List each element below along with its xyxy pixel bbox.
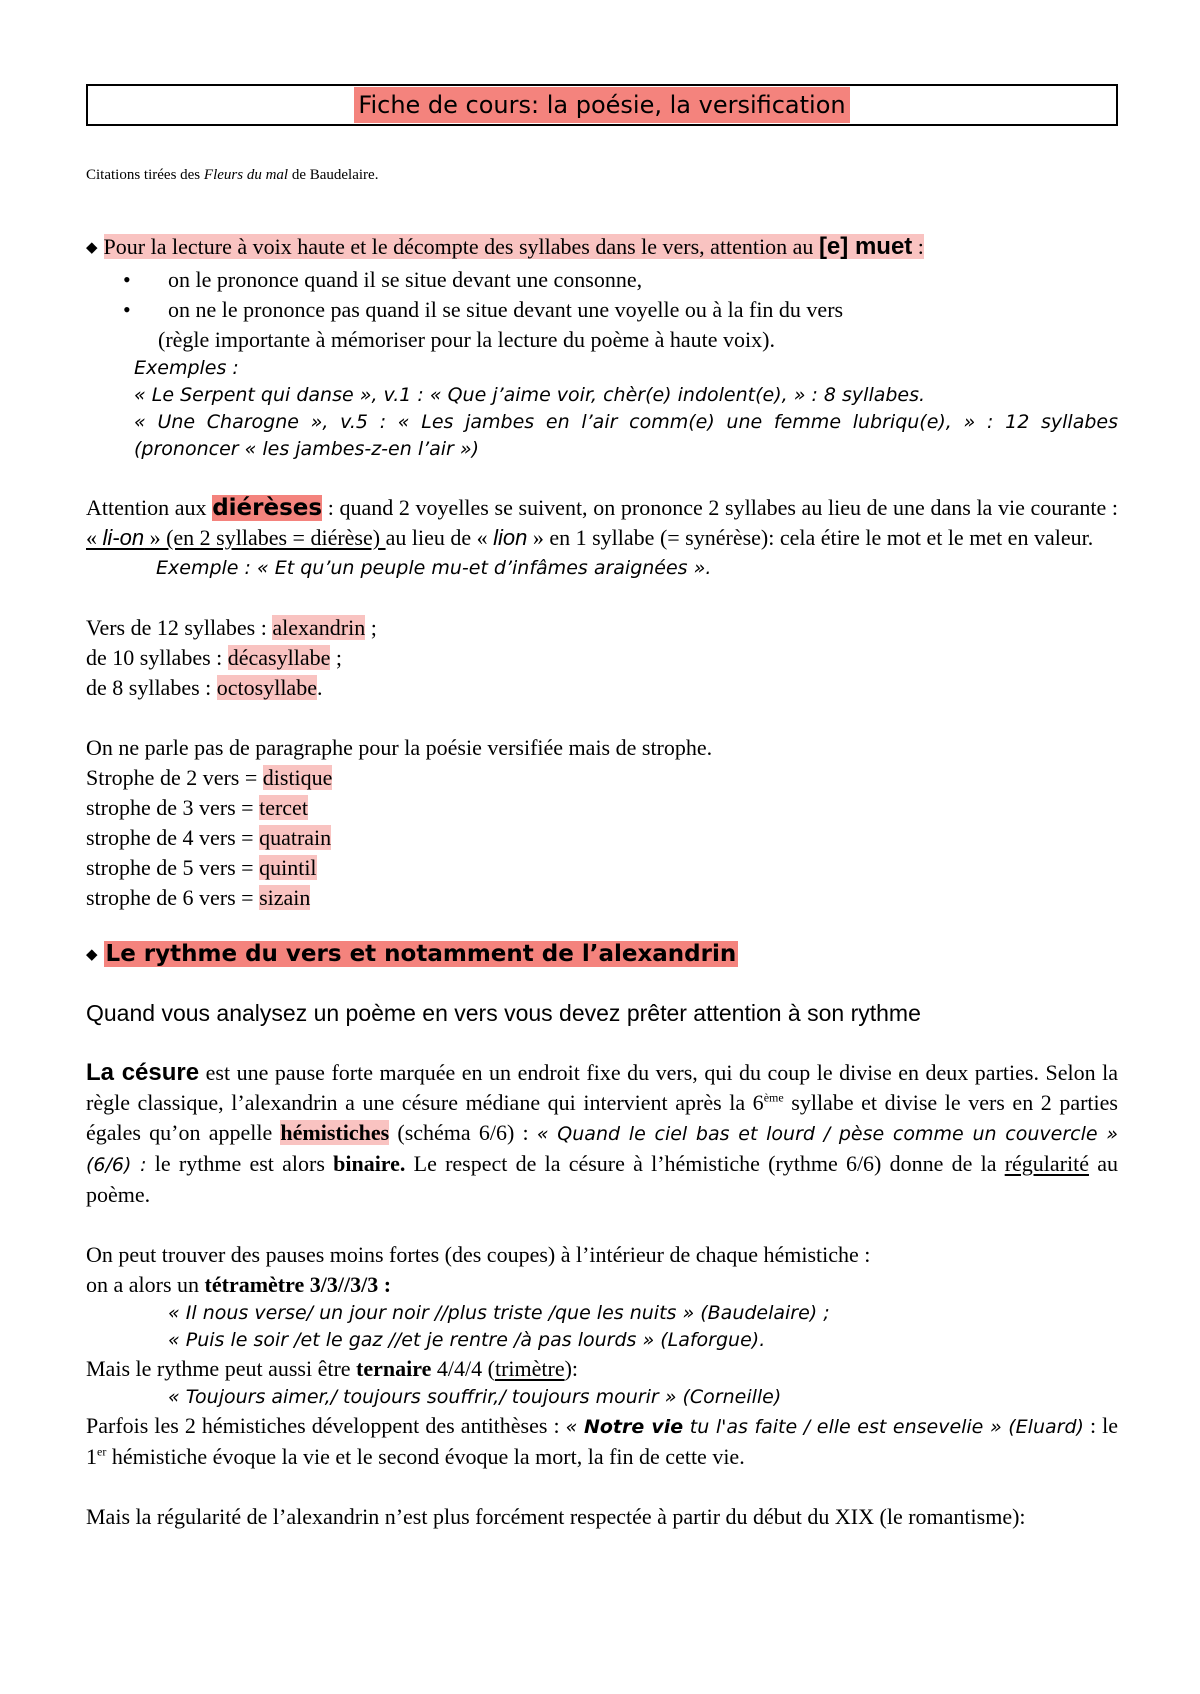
final-paragraph: Mais la régularité de l’alexandrin n’est plus forcément respectée à partir du début du XIX (le romantisme): (86, 1504, 1026, 1529)
example-line: « Une Charogne », v.5 : « Les jambes en l’air comm(e) une femme lubriqu(e), » : 12 syllabes (prononcer « les jambes-z-en l’air ») (134, 411, 1118, 460)
strophe-label: strophe de 3 vers = (86, 795, 260, 820)
cesure-example: « Quand le ciel bas et lourd / pèse comme un couvercle » (6/6) : (86, 1123, 1119, 1176)
list-item (86, 883, 1118, 913)
cesure-term: La césure (86, 1059, 200, 1086)
intro-citation (86, 160, 1118, 190)
dierese-example: Exemple : « Et qu’un peuple mu-et d’infâmes araignées ». (156, 557, 712, 579)
antitheses-sup: er (97, 1444, 107, 1459)
list-item-text: on le prononce quand il se situe devant une consonne, (168, 267, 643, 292)
intro-text-c: de Baudelaire. (288, 167, 379, 183)
antitheses-emphasis: Notre vie (583, 1416, 684, 1438)
list-item (86, 613, 1118, 643)
cesure-text-b: est une pause forte marquée en un endroit fixe du vers, qui du coup le divise en deux parties. Selon la règle classique, l’alexandrin a une césure médiane qui intervient après la 6 (86, 1060, 1118, 1115)
vers-term: octosyllabe (216, 675, 317, 700)
trimetre-term: trimètre (494, 1356, 565, 1381)
dierese-text-c: : quand 2 voyelles se suivent, on prononce 2 syllabes au lieu de une dans la vie courante : (322, 495, 1118, 520)
tetrametre-line (86, 1270, 1118, 1300)
regularite-term: régularité (1004, 1151, 1089, 1176)
examples-block (86, 355, 1118, 463)
dierese-underlined (86, 525, 386, 550)
coupes-text: on a alors un (86, 1272, 205, 1297)
example-line: « Puis le soir /et le gaz //et je rentre /à pas lourds » (Laforgue). (168, 1329, 766, 1351)
diamond-bullet-icon: ◆ (86, 947, 98, 963)
vers-list (86, 613, 1118, 703)
cesure-sup: ème (763, 1090, 784, 1105)
examples-label: Exemples : (134, 357, 239, 379)
antitheses-text: : le 1 (86, 1413, 1118, 1469)
dierese-text-i: » en 1 syllabe (= synérèse): cela étire le mot et le met en valeur. (527, 525, 1094, 550)
strophe-term: quatrain (259, 825, 332, 850)
tetrametre-examples (86, 1300, 1118, 1354)
dierese-term: diérèses (212, 495, 323, 521)
section-emuet-heading-text (104, 234, 924, 259)
hemistiches-term: hémistiches (280, 1120, 390, 1145)
dierese-example-word: li-on (102, 525, 145, 550)
antitheses-paragraph (86, 1411, 1118, 1472)
list-item (86, 853, 1118, 883)
strophe-list (86, 763, 1118, 913)
list-item (86, 793, 1118, 823)
vers-punct: ; (365, 615, 377, 640)
tetrametre-scheme: 3/3//3/3 : (304, 1272, 392, 1297)
ternaire-term: ternaire (356, 1356, 432, 1381)
cesure-text-e: (schéma 6/6) : (389, 1120, 537, 1145)
strophe-term: quintil (259, 855, 317, 880)
page-title: Fiche de cours: la poésie, la versification (354, 87, 849, 123)
vers-label: de 8 syllabes : (86, 675, 217, 700)
dierese-paragraph (86, 493, 1118, 553)
strophe-term: sizain (259, 885, 311, 910)
list-item (86, 823, 1118, 853)
dierese-text-d: « (86, 525, 103, 550)
example-line: « Toujours aimer,/ toujours souffrir,/ toujours mourir » (Corneille) (168, 1386, 782, 1408)
emuet-head-c: : (912, 234, 924, 259)
example-line: « Le Serpent qui danse », v.1 : « Que j’aime voir, chèr(e) indolent(e), » : 8 syllabes. (134, 384, 926, 406)
title-box (86, 84, 1118, 126)
strophe-label: Strophe de 2 vers = (86, 765, 263, 790)
coupes-intro: On peut trouver des pauses moins fortes (des coupes) à l’intérieur de chaque hémistiche : (86, 1242, 871, 1267)
list-item-text: on ne le prononce pas quand il se situe devant une voyelle ou à la fin du vers (168, 297, 844, 322)
list-item (86, 265, 1118, 295)
intro-text-a: Citations tirées des (86, 167, 204, 183)
list-item (86, 763, 1118, 793)
cesure-paragraph (86, 1058, 1118, 1210)
section-rythme-heading (86, 935, 1118, 976)
antitheses-text: Parfois les 2 hémistiches développent des antithèses : (86, 1413, 566, 1438)
vers-term: décasyllabe (227, 645, 331, 670)
emuet-term: [e] muet (818, 233, 913, 260)
antitheses-example: tu l'as faite / elle est ensevelie » (Eluard) (683, 1416, 1084, 1438)
vers-term: alexandrin (272, 615, 366, 640)
rythme-subheading: Quand vous analysez un poème en vers vous devez prêter attention à son rythme (86, 1000, 921, 1026)
tetrametre-term: tétramètre (204, 1272, 305, 1297)
cesure-text-k: au poème. (86, 1151, 1118, 1207)
emuet-head-a: Pour la lecture à voix haute et le décompte des syllabes dans le vers, attention au (103, 234, 819, 259)
strophe-label: strophe de 5 vers = (86, 855, 260, 880)
strophe-label: strophe de 4 vers = (86, 825, 260, 850)
strophe-intro: On ne parle pas de paragraphe pour la poésie versifiée mais de strophe. (86, 735, 713, 760)
strophe-term: distique (262, 765, 333, 790)
ternaire-line (86, 1354, 1118, 1384)
list-item (86, 295, 1118, 325)
list-item (86, 643, 1118, 673)
dierese-text-a: Attention aux (86, 495, 213, 520)
cesure-text-g: le rythme est alors (146, 1151, 334, 1176)
synerese-example-word: lion (493, 525, 528, 550)
bullet-icon: • (123, 267, 131, 292)
vers-label: Vers de 12 syllabes : (86, 615, 273, 640)
cesure-text-c: syllabe et divise le vers en 2 parties égales qu’on appelle (86, 1090, 1118, 1145)
dierese-text-g: au lieu de « (385, 525, 494, 550)
strophe-term: tercet (259, 795, 308, 820)
vers-label: de 10 syllabes : (86, 645, 228, 670)
strophe-label: strophe de 6 vers = (86, 885, 260, 910)
coupes-text: ): (564, 1356, 579, 1381)
vers-punct: . (316, 675, 323, 700)
diamond-bullet-icon: ◆ (86, 240, 98, 256)
coupes-text: 4/4/4 ( (431, 1356, 495, 1381)
cesure-text-i: Le respect de la césure à l’hémistiche (rythme 6/6) donne de la (405, 1151, 1005, 1176)
intro-work-title: Fleurs du mal (203, 167, 289, 183)
section-rythme-heading-text: Le rythme du vers et notamment de l’alexandrin (105, 941, 737, 967)
coupes-text: Mais le rythme peut aussi être (86, 1356, 357, 1381)
list-item-continuation: (règle importante à mémoriser pour la lecture du poème à haute voix). (158, 327, 775, 352)
bullet-icon: • (123, 297, 131, 322)
list-item (86, 673, 1118, 703)
binaire-term: binaire. (333, 1151, 406, 1176)
dierese-text-f: » (en 2 syllabes = diérèse) (144, 525, 386, 550)
antitheses-quote-open: « (565, 1416, 584, 1438)
document-body (86, 160, 1118, 1532)
vers-punct: ; (330, 645, 342, 670)
section-emuet-heading (86, 232, 1118, 265)
antitheses-text: hémistiche évoque la vie et le second évoque la mort, la fin de cette vie. (106, 1444, 745, 1469)
example-line: « Il nous verse/ un jour noir //plus triste /que les nuits » (Baudelaire) ; (168, 1302, 830, 1324)
